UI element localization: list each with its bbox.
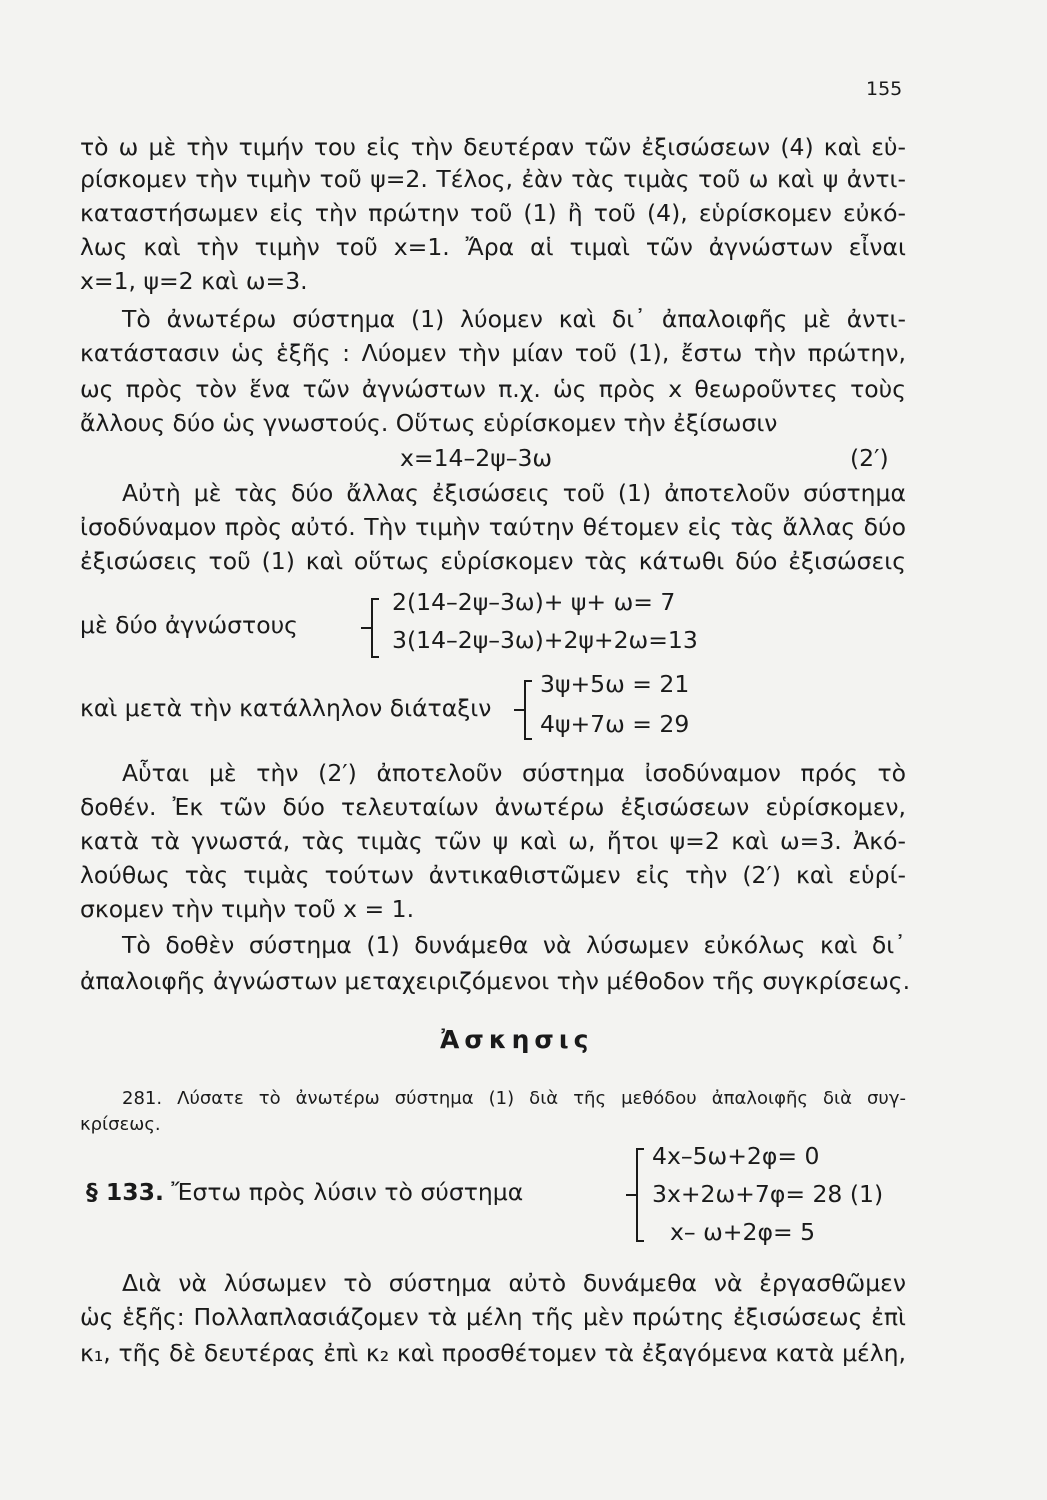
text-line: σκομεν τὴν τιμὴν τοῦ x = 1. [80, 895, 415, 923]
system-133-eq1: 4x–5ω+2φ= 0 [652, 1142, 820, 1170]
system-b-eq1: 3ψ+5ω = 21 [540, 670, 690, 698]
brace-b [524, 680, 526, 740]
equation-2-prime: x=14–2ψ–3ω [400, 444, 553, 472]
text-line: Διὰ νὰ λύσωμεν τὸ σύστημα αὐτὸ δυνάμεθα νὰ ἐργασθῶμεν [122, 1269, 906, 1297]
text-line: ἰσοδύναμον πρὸς αὐτό. Τὴν τιμὴν ταύτην θέτομεν εἰς τὰς ἄλλας δύο [80, 513, 906, 541]
text-line: ὡς ἑξῆς: Πολλαπλασιάζομεν τὰ μέλη τῆς μὲν πρώτης ἐξισώσεως ἐπὶ [80, 1303, 906, 1331]
section-text: Ἔστω πρὸς λύσιν τὸ σύστημα [171, 1178, 524, 1206]
text-line: λούθως τὰς τιμὰς τούτων ἀντικαθιστῶμεν εἰς τὴν (2′) καὶ εὑρί- [80, 861, 906, 889]
brace-a-tip [361, 627, 371, 629]
system-a-eq2: 3(14–2ψ–3ω)+2ψ+2ω=13 [392, 626, 698, 654]
text-line: κατὰ τὰ γνωστά, τὰς τιμὰς τῶν ψ καὶ ω, ἤτοι ψ=2 καὶ ω=3. Ἀκό- [80, 827, 906, 855]
section-number: § 133. [86, 1178, 164, 1206]
page-number: 155 [866, 78, 903, 100]
text-line: ἀπαλοιφῆς ἀγνώστων μεταχειριζόμενοι τὴν μέθοδον τῆς συγκρίσεως. [80, 967, 911, 995]
text-line: Αὐτὴ μὲ τὰς δύο ἄλλας ἐξισώσεις τοῦ (1) ἀποτελοῦν σύστημα [122, 479, 906, 507]
text-line: δοθέν. Ἐκ τῶν δύο τελευταίων ἀνωτέρω ἐξισώσεων εὑρίσκομεν, [80, 793, 906, 821]
text-line: ἄλλους δύο ὡς γνωστούς. Οὕτως εὑρίσκομεν τὴν ἐξίσωσιν [80, 409, 778, 437]
exercises-heading: Ἀσκησις [440, 1025, 594, 1054]
section-133-intro [86, 1178, 523, 1206]
text-line: Τὸ δοθὲν σύστημα (1) δυνάμεθα νὰ λύσωμεν εὐκόλως καὶ δι᾿ [122, 931, 906, 959]
system-b-label: καὶ μετὰ τὴν κατάλληλον διάταξιν [80, 694, 492, 722]
exercise-281-line: κρίσεως. [80, 1114, 161, 1135]
equation-label: (2′) [850, 444, 889, 472]
text-line: τὸ ω μὲ τὴν τιμήν του εἰς τὴν δευτέραν τῶν ἐξισώσεων (4) καὶ εὑ- [80, 133, 906, 161]
text-line: κατάστασιν ὡς ἑξῆς : Λύομεν τὴν μίαν τοῦ (1), ἔστω τὴν πρώτην, [80, 339, 906, 367]
exercise-281-line: 281. Λύσατε τὸ ἀνωτέρω σύστημα (1) διὰ τῆς μεθόδου ἀπαλοιφῆς διὰ συγ- [122, 1088, 906, 1109]
brace-c-tip [626, 1194, 636, 1196]
text-line: ἐξισώσεις τοῦ (1) καὶ οὕτως εὑρίσκομεν τὰς κάτωθι δύο ἐξισώσεις [80, 547, 906, 575]
text-line: κ₁, τῆς δὲ δευτέρας ἐπὶ κ₂ καὶ προσθέτομεν τὰ ἐξαγόμενα κατὰ μέλη, [80, 1339, 906, 1367]
system-133-eq2: 3x+2ω+7φ= 28 (1) [652, 1180, 884, 1208]
system-133-eq3: x– ω+2φ= 5 [670, 1218, 816, 1246]
text-line: ως πρὸς τὸν ἕνα τῶν ἀγνώστων π.χ. ὡς πρὸς x θεωροῦντες τοὺς [80, 375, 906, 403]
text-line: λως καὶ τὴν τιμὴν τοῦ x=1. Ἄρα αἱ τιμαὶ τῶν ἀγνώστων εἶναι [80, 233, 906, 261]
brace-b-tip [514, 709, 524, 711]
text-line: x=1, ψ=2 καὶ ω=3. [80, 267, 308, 295]
brace-c [636, 1148, 638, 1242]
system-b-eq2: 4ψ+7ω = 29 [540, 710, 690, 738]
system-a-eq1: 2(14–2ψ–3ω)+ ψ+ ω= 7 [392, 588, 676, 616]
brace-a [371, 598, 373, 658]
text-line: ρίσκομεν τὴν τιμὴν τοῦ ψ=2. Τέλος, ἐὰν τὰς τιμὰς τοῦ ω καὶ ψ ἀντι- [80, 165, 906, 193]
system-a-label: μὲ δύο ἀγνώστους [80, 611, 298, 639]
text-line: Αὗται μὲ τὴν (2′) ἀποτελοῦν σύστημα ἰσοδύναμον πρός τὸ [122, 759, 906, 787]
text-line: καταστήσωμεν εἰς τὴν πρώτην τοῦ (1) ἢ τοῦ (4), εὑρίσκομεν εὐκό- [80, 199, 906, 227]
text-line: Τὸ ἀνωτέρω σύστημα (1) λύομεν καὶ δι᾿ ἀπαλοιφῆς μὲ ἀντι- [122, 305, 906, 333]
